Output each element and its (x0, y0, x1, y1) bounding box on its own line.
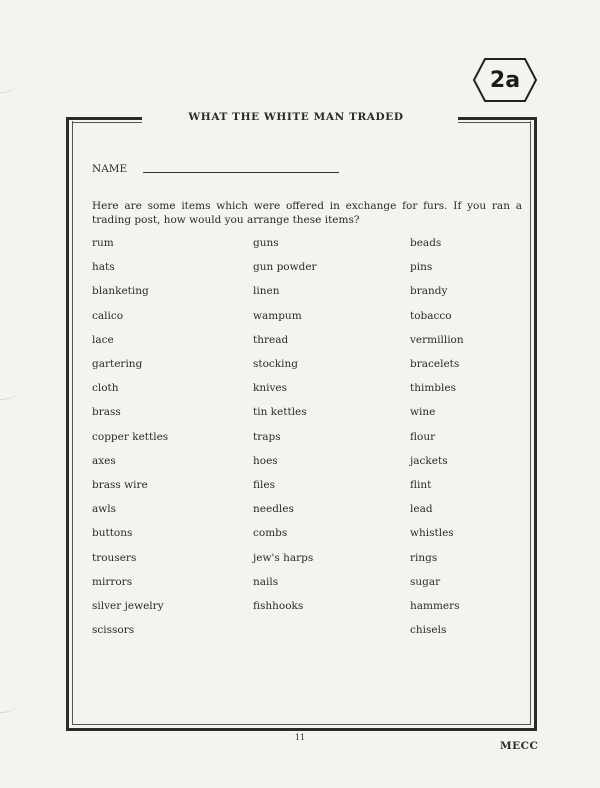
trade-item: pins (410, 261, 433, 274)
trade-item: rum (92, 237, 114, 249)
trade-item: hats (92, 261, 115, 274)
punch-hole (0, 698, 16, 713)
worksheet-number-badge (472, 57, 538, 103)
trade-item: traps (253, 430, 281, 443)
trade-item: nails (253, 575, 279, 588)
trade-item: bracelets (410, 358, 460, 370)
frame-inner-border (72, 724, 531, 725)
trade-item: needles (253, 503, 294, 516)
frame-border (66, 117, 69, 731)
page-number: 11 (294, 733, 306, 742)
frame-inner-border (72, 121, 73, 725)
trade-item: brass wire (92, 479, 148, 491)
trade-item: tin kettles (253, 406, 307, 419)
trade-item: brass (92, 406, 121, 419)
trade-item: knives (253, 382, 288, 395)
trade-item: combs (253, 527, 288, 540)
trade-item: cloth (92, 382, 119, 395)
trade-item: hoes (253, 454, 278, 467)
trade-item: brandy (410, 285, 448, 298)
name-field[interactable] (143, 172, 339, 173)
trade-item: stocking (253, 358, 299, 370)
name-label: NAME (92, 163, 128, 175)
trade-item: gartering (92, 358, 143, 370)
trade-item: calico (92, 309, 124, 322)
trade-item: guns (253, 237, 279, 249)
badge-label: 2a (489, 67, 521, 93)
frame-border (458, 117, 537, 120)
trade-item: silver jewelry (92, 600, 164, 612)
trade-item: flint (410, 479, 432, 491)
frame-inner-border (530, 121, 531, 725)
frame-border (534, 117, 537, 731)
trade-item: copper kettles (92, 430, 169, 443)
trade-item: jew's harps (253, 551, 314, 564)
trade-item: fishhooks (253, 600, 304, 612)
instructions: Here are some items which were offered in exchange for furs. If you ran a trading post, how would you arrange these items? (92, 200, 522, 226)
punch-hole (0, 78, 16, 93)
trade-item: scissors (92, 624, 135, 637)
name-row (92, 163, 339, 175)
trade-item: awls (92, 503, 116, 516)
trade-item: flour (410, 430, 436, 443)
trade-item: trousers (92, 551, 137, 564)
frame-border (66, 117, 142, 120)
trade-item: beads (410, 237, 442, 249)
trade-item: axes (92, 454, 116, 467)
trade-item: buttons (92, 527, 133, 540)
frame-border (66, 728, 537, 731)
frame-inner-border (458, 122, 531, 123)
frame-inner-border (72, 122, 142, 123)
trade-item: files (253, 479, 275, 491)
trade-item: jackets (410, 454, 448, 467)
trade-item: wampum (253, 309, 302, 322)
worksheet-title: WHAT THE WHITE MAN TRADED (188, 111, 404, 123)
trade-item: mirrors (92, 575, 133, 588)
trade-item: lead (410, 503, 433, 516)
trade-item: gun powder (253, 261, 317, 274)
trade-item: chisels (410, 624, 447, 637)
trade-item: rings (410, 551, 438, 564)
trade-item: thimbles (410, 382, 456, 395)
trade-item: vermillion (410, 333, 464, 346)
trade-item: wine (410, 406, 436, 419)
trade-item: linen (253, 285, 280, 298)
trade-item: hammers (410, 600, 460, 612)
punch-hole (0, 385, 16, 400)
publisher-label: MECC (500, 740, 539, 752)
trade-item: blanketing (92, 285, 149, 298)
trade-item: tobacco (410, 309, 452, 322)
trade-item: whistles (410, 527, 454, 540)
trade-item: sugar (410, 575, 441, 588)
trade-item: thread (253, 333, 289, 346)
trade-item: lace (92, 333, 114, 346)
